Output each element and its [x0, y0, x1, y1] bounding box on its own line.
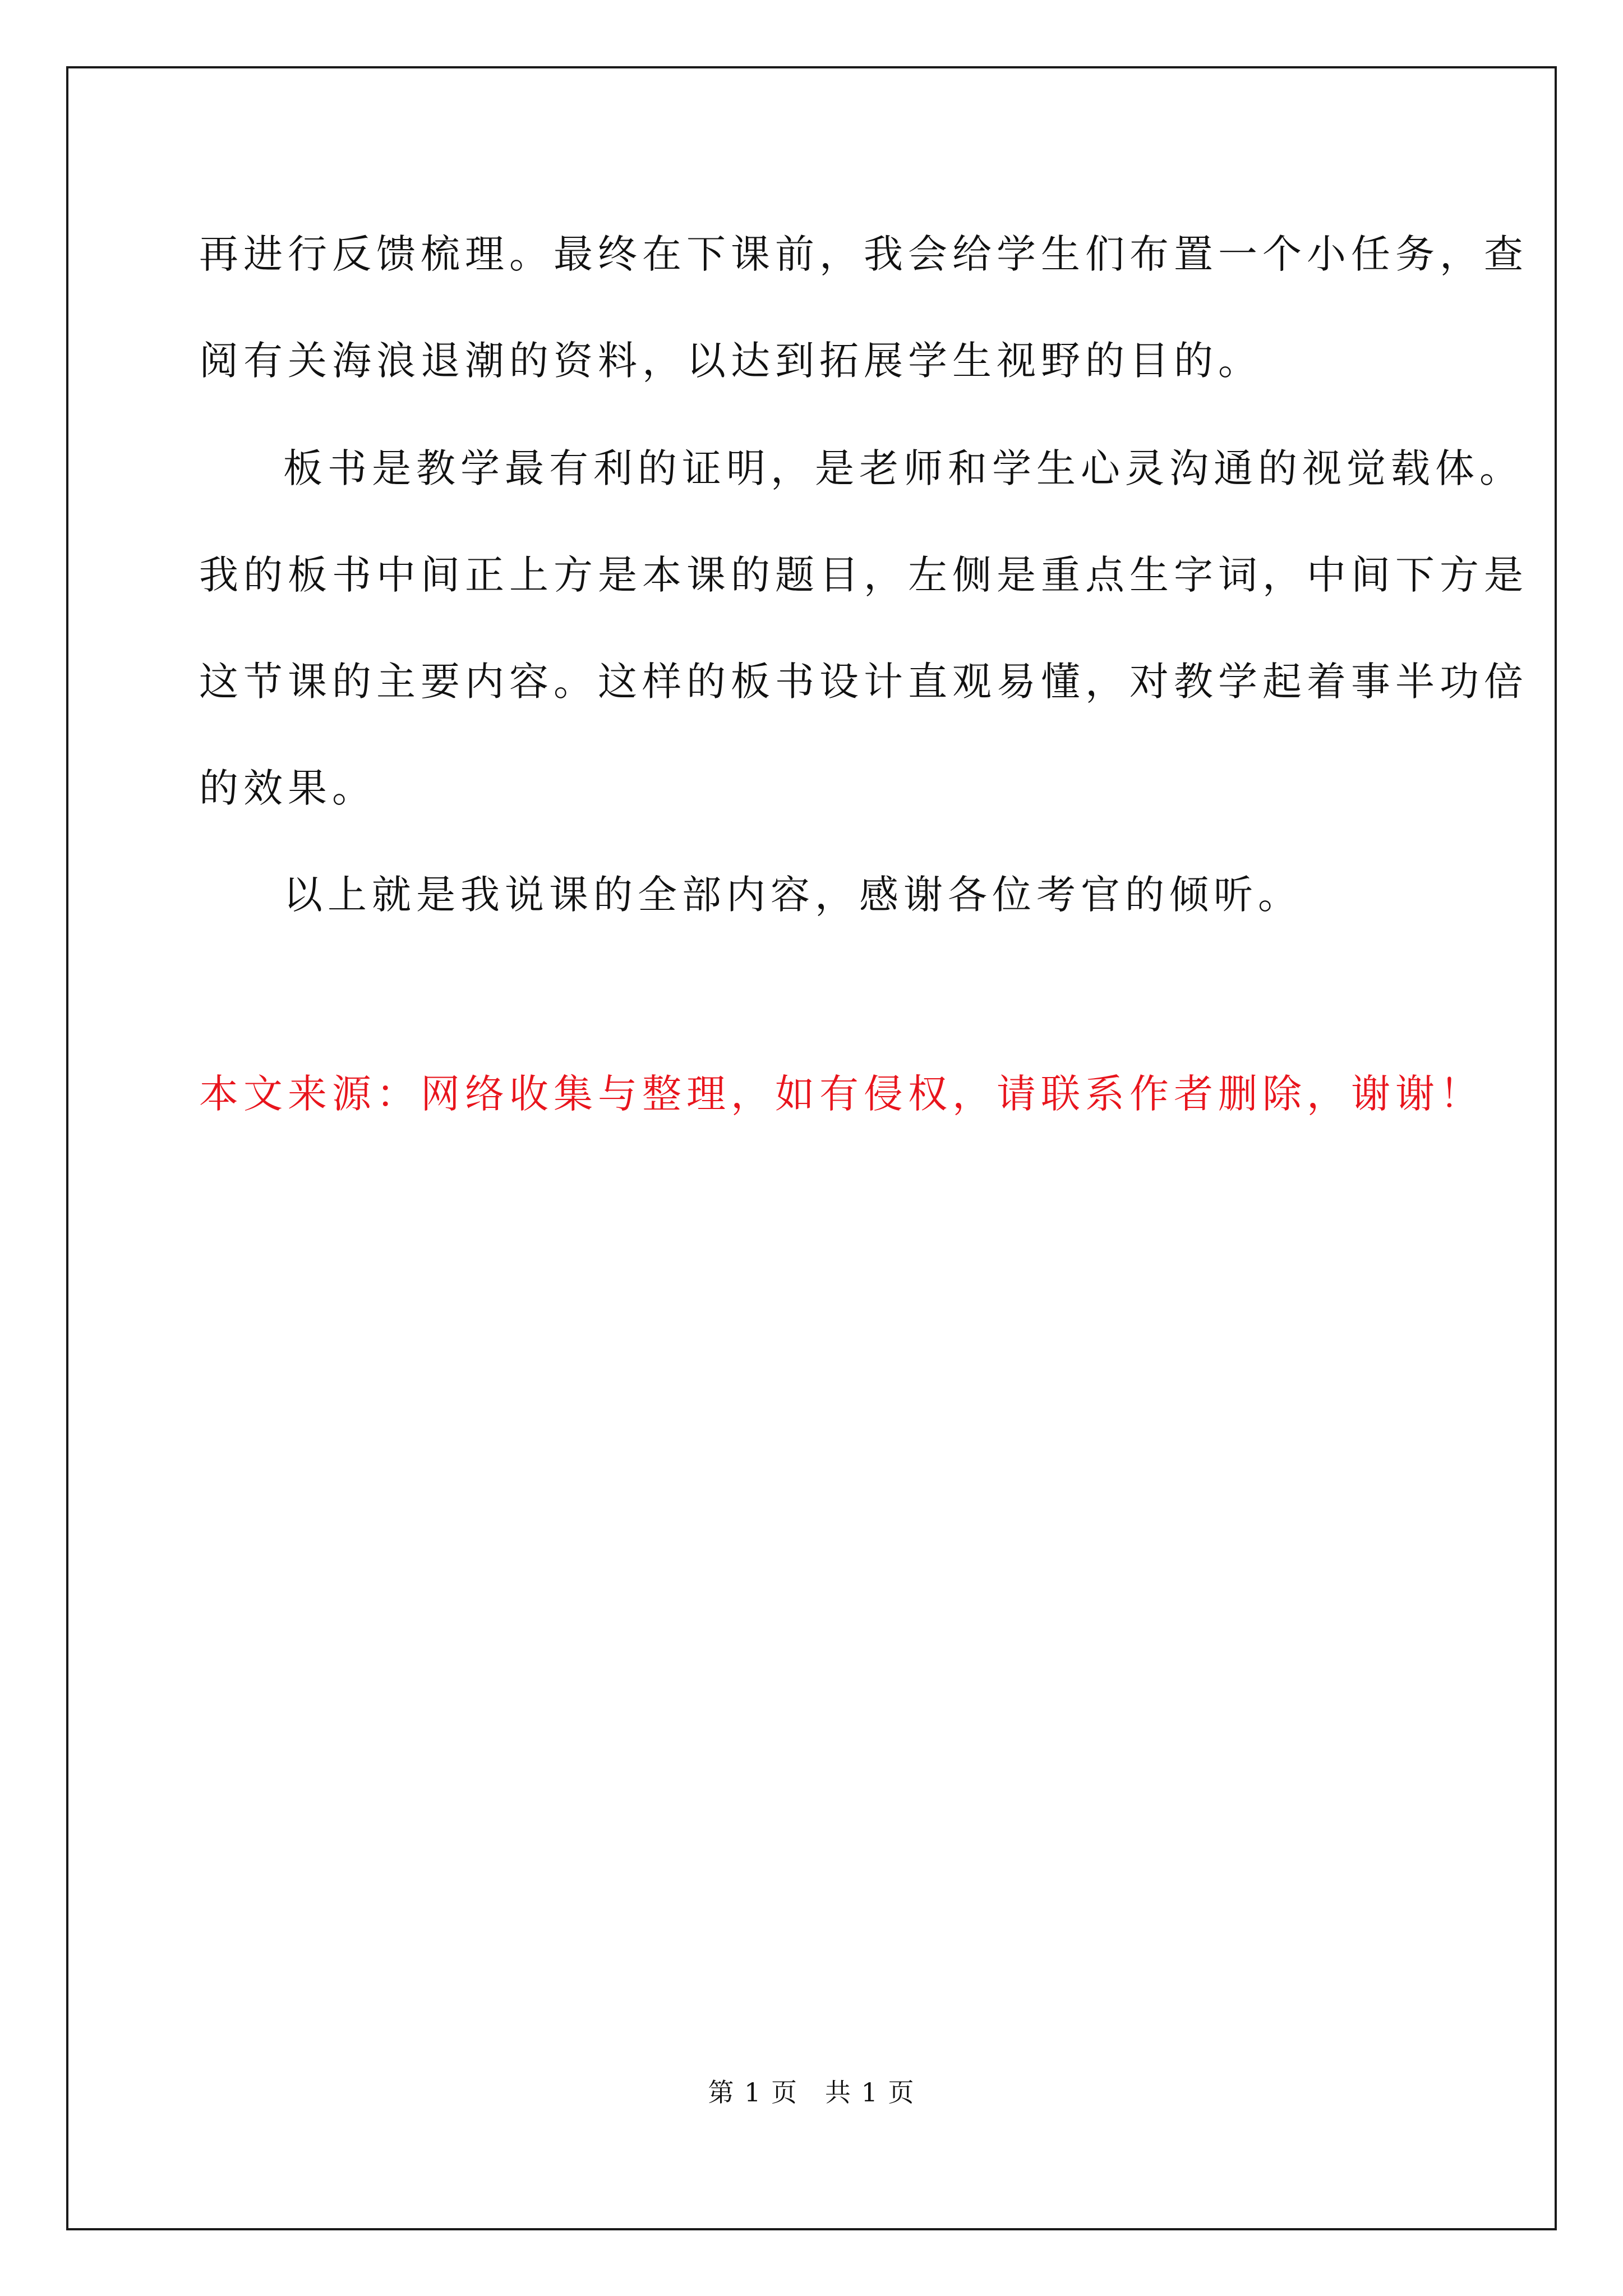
paragraph-board-design — [199, 415, 1528, 841]
paragraph-line: 以上就是我说课的全部内容，感谢各位考官的倾听。 — [283, 872, 1302, 918]
paragraph-line: 我的板书中间正上方是本课的题目，左侧是重点生字词，中间下方是 — [199, 552, 1528, 598]
paragraph-line: 的效果。 — [199, 765, 376, 811]
paragraph-closing — [199, 841, 1433, 948]
paragraph-line: 再进行反馈梳理。最终在下课前，我会给学生们布置一个小任务，查 — [199, 231, 1528, 277]
paragraph-line: 这节课的主要内容。这样的板书设计直观易懂，对教学起着事半功倍 — [199, 659, 1528, 705]
paragraph-continuation — [199, 201, 1528, 414]
paragraph-line: 板书是教学最有利的证明，是老师和学生心灵沟通的视觉载体。 — [283, 445, 1524, 491]
page-number-footer: 第 1 页 共 1 页 — [708, 2077, 915, 2108]
source-note: 本文来源：网络收集与整理，如有侵权，请联系作者删除，谢谢！ — [199, 1071, 1484, 1117]
paragraph-line: 阅有关海浪退潮的资料，以达到拓展学生视野的目的。 — [199, 338, 1262, 384]
